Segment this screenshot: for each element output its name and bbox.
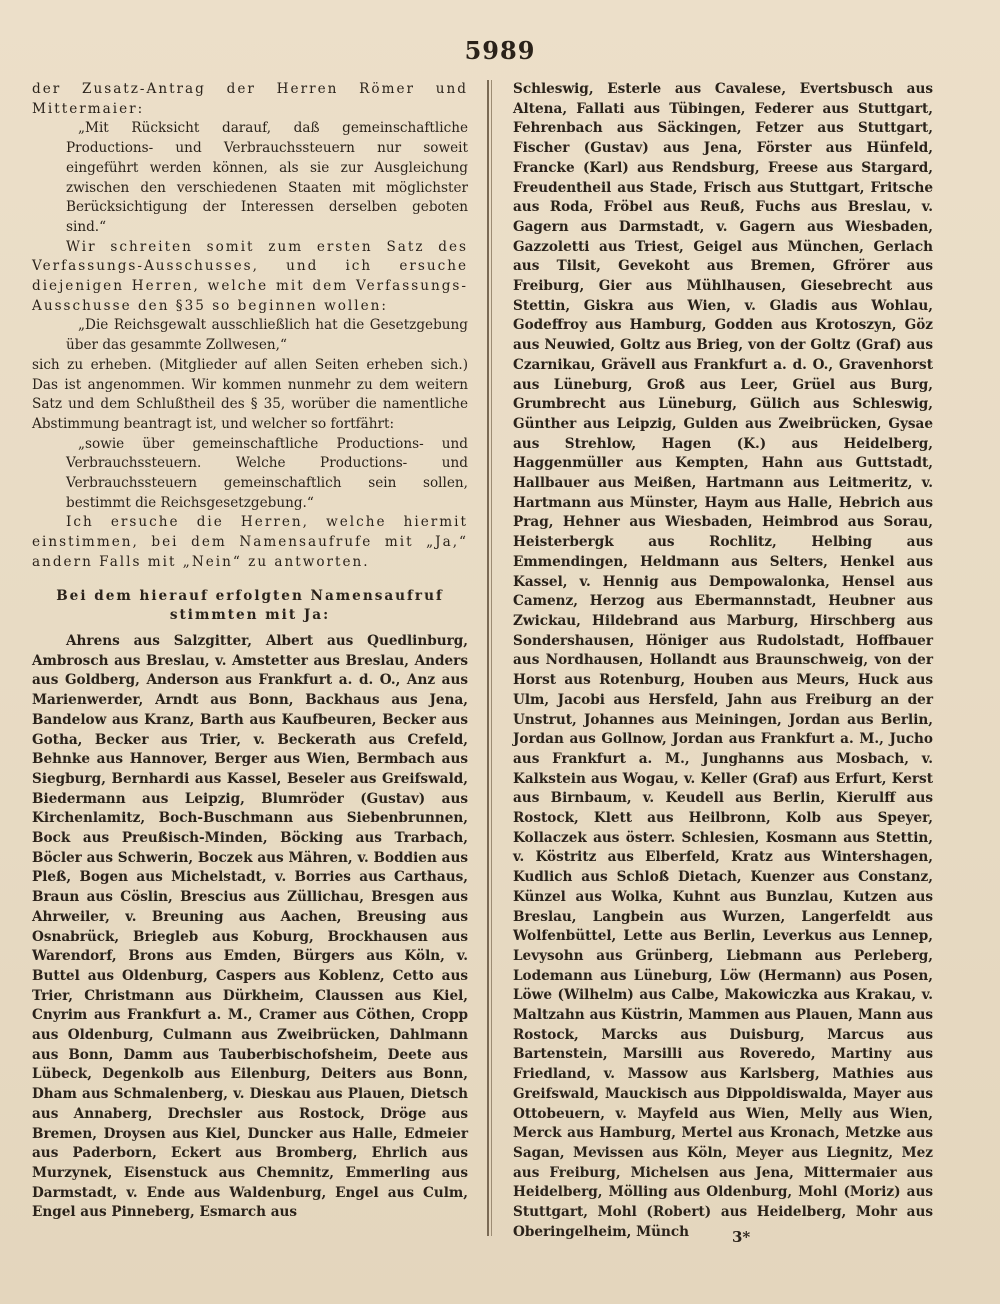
column-divider-inner [491,80,492,1236]
names-list-left: Ahrens aus Salzgitter, Albert aus Quedlinburg, Ambrosch aus Breslau, v. Amstetter aus Breslau, Anders aus Goldberg, Anderson aus Frankfurt a. d. O., Anz aus Marienwerder, Arndt aus Bonn, Backhaus aus Jena, Bandelow aus Kranz, Barth aus Kaufbeuren, Becker aus Gotha, Becker aus Trier, v. Beckerath aus Crefeld, Behnke aus Hannover, Berger aus Wien, Bermbach aus Siegburg, Bernhardi aus Kassel, Beseler aus Greifswald, Biedermann aus Leipzig, Blumröder (Gustav) aus Kirchenlamitz, Boch-Buschmann aus Siebenbrunnen, Bock aus Preußisch-Minden, Böcking aus Trarbach, Böcler aus Schwerin, Boczek aus Mähren, v. Boddien aus Pleß, Bogen aus Michelstadt, v. Borries aus Carthaus, Braun aus Cöslin, Brescius aus Züllichau, Bresgen aus Ahrweiler, v. Breuning aus Aachen, Breusing aus Osnabrück, Briegleb aus Koburg, Brockhausen aus Warendorf, Brons aus Emden, Bürgers aus Köln, v. Buttel aus Oldenburg, Caspers aus Koblenz, Cetto aus Trier, Christmann aus Dürkheim, Claussen aus Kiel, Cnyrim aus Frankfurt a. M., Cramer aus Cöthen, Cropp aus Oldenburg, Culmann aus Zweibrücken, Dahlmann aus Bonn, Damm aus Tauberbischofsheim, Deete aus Lübeck, Degenkolb aus Eilenburg, Deiters aus Bonn, Dham aus Schmalenberg, v. Dieskau aus Plauen, Dietsch aus Annaberg, Drechsler aus Rostock, Dröge aus Bremen, Droysen aus Kiel, Duncker aus Halle, Edmeier aus Paderborn, Eckert aus Bromberg, Ehrlich aus Murzynek, Eisenstuck aus Chemnitz, Emmerling aus Darmstadt, v. Ende aus Waldenburg, Engel aus Culm, Engel aus Pinneberg, Esmarch aus [32,632,468,1221]
quote-paragraph-3: „sowie über gemeinschaftliche Productions- und Verbrauchssteuern. Welche Productions- und Verbrauchssteuern gemeinschaftlich sein sollen, bestimmt die Reichsgesetzgebung.“ [66,435,468,511]
left-column [32,80,468,1223]
page-number: 5989 [464,36,536,65]
vote-heading: Bei dem hierauf erfolgten Namensaufruf stimmten mit Ja: [56,587,444,624]
quote-paragraph-1: „Mit Rücksicht darauf, daß gemeinschaftliche Productions- und Verbrauchssteuern nur soweit eingeführt werden können, als sie zur Ausgleichung zwischen den verschiedenen Staaten mit möglichster Berücksichtigung der Interessen derselben geboten sind.“ [66,120,468,235]
right-column [513,80,933,1242]
column-divider [487,80,489,1236]
intro-paragraph: der Zusatz-Antrag der Herren Römer und Mittermaier: [32,81,468,117]
signature-mark: 3* [732,1228,751,1246]
paragraph-3: sich zu erheben. (Mitglieder auf allen Seiten erheben sich.) Das ist angenommen. Wir kommen nunmehr zu dem weitern Satz und dem Schlußtheil des § 35, worüber die namentliche Abstimmung beantragt ist, und welcher so fortfährt: [32,356,468,432]
names-list-right: Schleswig, Esterle aus Cavalese, Evertsbusch aus Altena, Fallati aus Tübingen, Federer aus Stuttgart, Fehrenbach aus Säckingen, Fetzer aus Stuttgart, Fischer (Gustav) aus Jena, Förster aus Hünfeld, Francke (Karl) aus Rendsburg, Freese aus Stargard, Freudentheil aus Stade, Frisch aus Stuttgart, Fritsche aus Roda, Fröbel aus Reuß, Fuchs aus Breslau, v. Gagern aus Darmstadt, v. Gagern aus Wiesbaden, Gazzoletti aus Triest, Geigel aus München, Gerlach aus Tilsit, Gevekoht aus Bremen, Gfrörer aus Freiburg, Gier aus Mühlhausen, Giesebrecht aus Stettin, Giskra aus Wien, v. Gladis aus Wohlau, Godeffroy aus Hamburg, Godden aus Krotoszyn, Göz aus Neuwied, Goltz aus Brieg, von der Goltz (Graf) aus Czarnikau, Grävell aus Frankfurt a. d. O., Gravenhorst aus Lüneburg, Groß aus Leer, Grüel aus Burg, Grumbrecht aus Lüneburg, Gülich aus Schleswig, Günther aus Leipzig, Gulden aus Zweibrücken, Gysae aus Strehlow, Hagen (K.) aus Heidelberg, Haggenmüller aus Kempten, Hahn aus Guttstadt, Hallbauer aus Meißen, Hartmann aus Leitmeritz, v. Hartmann aus Münster, Haym aus Halle, Hebrich aus Prag, Hehner aus Wiesbaden, Heimbrod aus Sorau, Heisterbergk aus Rochlitz, Helbing aus Emmendingen, Heldmann aus Selters, Henkel aus Kassel, v. Hennig aus Dempowalonka, Hensel aus Camenz, Herzog aus Ebermannstadt, Heubner aus Zwickau, Hildebrand aus Marburg, Hirschberg aus Sondershausen, Höniger aus Rudolstadt, Hoffbauer aus Nordhausen, Hollandt aus Braunschweig, von der Horst aus Rotenburg, Houben aus Meurs, Huck aus Ulm, Jacobi aus Hersfeld, Jahn aus Freiburg an der Unstrut, Johannes aus Meiningen, Jordan aus Berlin, Jordan aus Gollnow, Jordan aus Frankfurt a. M., Jucho aus Frankfurt a. M., Junghanns aus Mosbach, v. Kalkstein aus Wogau, v. Keller (Graf) aus Erfurt, Kerst aus Birnbaum, v. Keudell aus Berlin, Kierulff aus Rostock, Klett aus Heilbronn, Kolb aus Speyer, Kollaczek aus österr. Schlesien, Kosmann aus Stettin, v. Köstritz aus Elberfeld, Kratz aus Wintershagen, Kudlich aus Schloß Dietach, Kuenzer aus Constanz, Künzel aus Wolka, Kuhnt aus Bunzlau, Kutzen aus Breslau, Langbein aus Wurzen, Langerfeldt aus Wolfenbüttel, Lette aus Berlin, Leverkus aus Lennep, Levysohn aus Grünberg, Liebmann aus Perleberg, Lodemann aus Lüneburg, Löw (Hermann) aus Posen, Löwe (Wilhelm) aus Calbe, Makowiczka aus Krakau, v. Maltzahn aus Küstrin, Mammen aus Plauen, Mann aus Rostock, Marcks aus Duisburg, Marcus aus Bartenstein, Marsilli aus Roveredo, Martiny aus Friedland, v. Massow aus Karlsberg, Mathies aus Greifswald, Mauckisch aus Dippoldiswalda, Mayer aus Ottobeuern, v. Mayfeld aus Wien, Melly aus Wien, Merck aus Hamburg, Mertel aus Kronach, Metzke aus Sagan, Mevissen aus Köln, Meyer aus Liegnitz, Mez aus Freiburg, Michelsen aus Jena, Mittermaier aus Heidelberg, Mölling aus Oldenburg, Mohl (Moriz) aus Stuttgart, Mohl (Robert) aus Heidelberg, Mohr aus Oberingelheim, Münch [513,81,933,1240]
paragraph-4: Ich ersuche die Herren, welche hiermit einstimmen, bei dem Namensaufrufe mit „Ja,“ andern Falls mit „Nein“ zu antworten. [32,514,468,570]
quote-paragraph-2: „Die Reichsgewalt ausschließlich hat die Gesetzgebung über das gesammte Zollwesen,“ [66,317,468,354]
paragraph-2: Wir schreiten somit zum ersten Satz des Verfassungs-Ausschusses, und ich ersuche diejenigen Herren, welche mit dem Verfassungs-Ausschusse den §35 so beginnen wollen: [32,238,468,314]
